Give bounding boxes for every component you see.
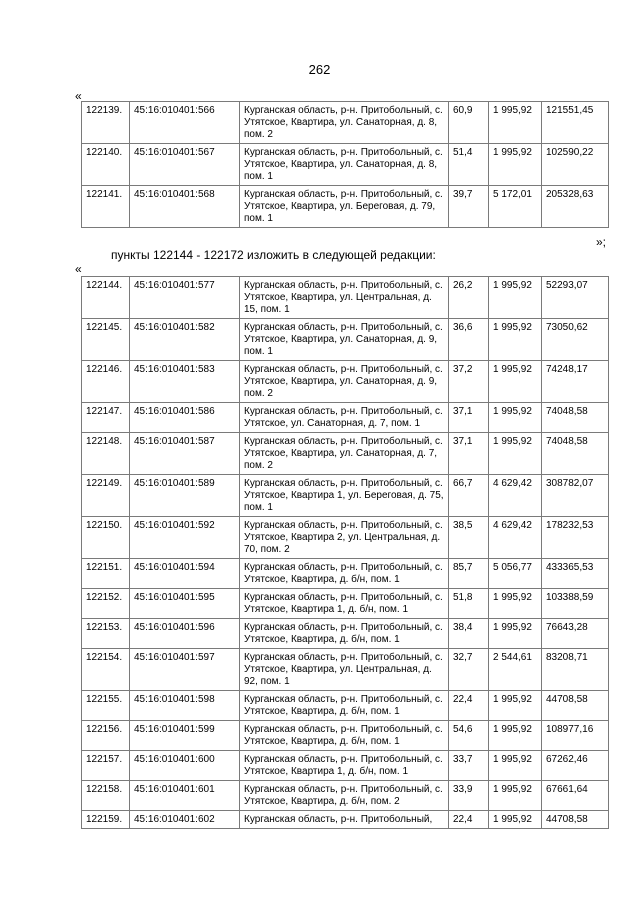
area-cell: 51,8 [449, 589, 489, 619]
address-cell: Курганская область, р-н. Притобольный, с. Утятское, Квартира, ул. Санаторная, д. 8, пом. 2 [240, 102, 449, 144]
cadastral-number-cell: 45:16:010401:599 [130, 721, 240, 751]
specific-value-cell: 4 629,42 [489, 517, 542, 559]
cadastral-value-cell: 103388,59 [542, 589, 609, 619]
registry-table-2 [81, 276, 609, 829]
table-row [82, 403, 609, 433]
table-row [82, 361, 609, 403]
address-cell: Курганская область, р-н. Притобольный, с. Утятское, Квартира 2, ул. Центральная, д. 70, пом. 2 [240, 517, 449, 559]
cadastral-number-cell: 45:16:010401:598 [130, 691, 240, 721]
cadastral-value-cell: 73050,62 [542, 319, 609, 361]
address-cell: Курганская область, р-н. Притобольный, с. Утятское, Квартира 1, д. б/н, пом. 1 [240, 751, 449, 781]
area-cell: 37,2 [449, 361, 489, 403]
table-row [82, 691, 609, 721]
address-cell: Курганская область, р-н. Притобольный, с. Утятское, Квартира, ул. Санаторная, д. 7, пом. 2 [240, 433, 449, 475]
address-cell: Курганская область, р-н. Притобольный, с. Утятское, Квартира, ул. Санаторная, д. 9, пом. 1 [240, 319, 449, 361]
row-number-cell: 122145. [82, 319, 130, 361]
specific-value-cell: 1 995,92 [489, 721, 542, 751]
address-cell: Курганская область, р-н. Притобольный, с. Утятское, Квартира, ул. Береговая, д. 79, пом. 1 [240, 186, 449, 228]
cadastral-number-cell: 45:16:010401:568 [130, 186, 240, 228]
specific-value-cell: 1 995,92 [489, 403, 542, 433]
cadastral-value-cell: 67262,46 [542, 751, 609, 781]
address-cell: Курганская область, р-н. Притобольный, [240, 811, 449, 829]
address-cell: Курганская область, р-н. Притобольный, с. Утятское, Квартира, ул. Санаторная, д. 9, пом. 2 [240, 361, 449, 403]
specific-value-cell: 5 172,01 [489, 186, 542, 228]
specific-value-cell: 1 995,92 [489, 144, 542, 186]
area-cell: 32,7 [449, 649, 489, 691]
cadastral-value-cell: 52293,07 [542, 277, 609, 319]
registry-table-1 [81, 101, 609, 228]
row-number-cell: 122139. [82, 102, 130, 144]
page-number: 262 [308, 62, 331, 77]
table-row [82, 649, 609, 691]
cadastral-number-cell: 45:16:010401:567 [130, 144, 240, 186]
cadastral-value-cell: 76643,28 [542, 619, 609, 649]
cadastral-value-cell: 102590,22 [542, 144, 609, 186]
address-cell: Курганская область, р-н. Притобольный, с. Утятское, ул. Санаторная, д. 7, пом. 1 [240, 403, 449, 433]
specific-value-cell: 1 995,92 [489, 361, 542, 403]
row-number-cell: 122156. [82, 721, 130, 751]
specific-value-cell: 1 995,92 [489, 433, 542, 475]
table-row [82, 475, 609, 517]
cadastral-number-cell: 45:16:010401:592 [130, 517, 240, 559]
cadastral-value-cell: 74048,58 [542, 433, 609, 475]
row-number-cell: 122158. [82, 781, 130, 811]
cadastral-number-cell: 45:16:010401:602 [130, 811, 240, 829]
cadastral-number-cell: 45:16:010401:597 [130, 649, 240, 691]
row-number-cell: 122154. [82, 649, 130, 691]
cadastral-number-cell: 45:16:010401:589 [130, 475, 240, 517]
table-row [82, 144, 609, 186]
specific-value-cell: 1 995,92 [489, 102, 542, 144]
specific-value-cell: 5 056,77 [489, 559, 542, 589]
table-row [82, 781, 609, 811]
address-cell: Курганская область, р-н. Притобольный, с. Утятское, Квартира 1, д. б/н, пом. 1 [240, 589, 449, 619]
row-number-cell: 122150. [82, 517, 130, 559]
cadastral-value-cell: 74048,58 [542, 403, 609, 433]
row-number-cell: 122155. [82, 691, 130, 721]
cadastral-number-cell: 45:16:010401:577 [130, 277, 240, 319]
table-row [82, 277, 609, 319]
cadastral-value-cell: 44708,58 [542, 691, 609, 721]
table-row [82, 433, 609, 475]
cadastral-value-cell: 83208,71 [542, 649, 609, 691]
cadastral-number-cell: 45:16:010401:594 [130, 559, 240, 589]
area-cell: 36,6 [449, 319, 489, 361]
table-row [82, 559, 609, 589]
cadastral-value-cell: 74248,17 [542, 361, 609, 403]
row-number-cell: 122159. [82, 811, 130, 829]
cadastral-value-cell: 44708,58 [542, 811, 609, 829]
cadastral-value-cell: 433365,53 [542, 559, 609, 589]
address-cell: Курганская область, р-н. Притобольный, с. Утятское, Квартира, д. б/н, пом. 1 [240, 619, 449, 649]
address-cell: Курганская область, р-н. Притобольный, с. Утятское, Квартира, д. б/н, пом. 1 [240, 721, 449, 751]
address-cell: Курганская область, р-н. Притобольный, с. Утятское, Квартира, ул. Центральная, д. 92, пом. 1 [240, 649, 449, 691]
specific-value-cell: 1 995,92 [489, 277, 542, 319]
cadastral-number-cell: 45:16:010401:587 [130, 433, 240, 475]
table-row [82, 102, 609, 144]
address-cell: Курганская область, р-н. Притобольный, с. Утятское, Квартира, д. б/н, пом. 1 [240, 559, 449, 589]
specific-value-cell: 1 995,92 [489, 781, 542, 811]
address-cell: Курганская область, р-н. Притобольный, с. Утятское, Квартира, ул. Санаторная, д. 8, пом. 1 [240, 144, 449, 186]
cadastral-number-cell: 45:16:010401:595 [130, 589, 240, 619]
table-row [82, 751, 609, 781]
row-number-cell: 122153. [82, 619, 130, 649]
row-number-cell: 122141. [82, 186, 130, 228]
table-row [82, 319, 609, 361]
cadastral-value-cell: 121551,45 [542, 102, 609, 144]
row-number-cell: 122149. [82, 475, 130, 517]
specific-value-cell: 1 995,92 [489, 319, 542, 361]
area-cell: 39,7 [449, 186, 489, 228]
area-cell: 37,1 [449, 433, 489, 475]
cadastral-value-cell: 108977,16 [542, 721, 609, 751]
cadastral-number-cell: 45:16:010401:583 [130, 361, 240, 403]
area-cell: 54,6 [449, 721, 489, 751]
area-cell: 33,7 [449, 751, 489, 781]
address-cell: Курганская область, р-н. Притобольный, с. Утятское, Квартира 1, ул. Береговая, д. 75, пом. 1 [240, 475, 449, 517]
row-number-cell: 122157. [82, 751, 130, 781]
close-quote: »; [596, 235, 607, 249]
area-cell: 33,9 [449, 781, 489, 811]
table-row [82, 619, 609, 649]
cadastral-number-cell: 45:16:010401:600 [130, 751, 240, 781]
specific-value-cell: 1 995,92 [489, 811, 542, 829]
specific-value-cell: 1 995,92 [489, 589, 542, 619]
row-number-cell: 122147. [82, 403, 130, 433]
cadastral-number-cell: 45:16:010401:582 [130, 319, 240, 361]
row-number-cell: 122151. [82, 559, 130, 589]
area-cell: 66,7 [449, 475, 489, 517]
specific-value-cell: 4 629,42 [489, 475, 542, 517]
table-row [82, 811, 609, 829]
specific-value-cell: 2 544,61 [489, 649, 542, 691]
specific-value-cell: 1 995,92 [489, 619, 542, 649]
address-cell: Курганская область, р-н. Притобольный, с. Утятское, Квартира, ул. Центральная, д. 15, пом. 1 [240, 277, 449, 319]
row-number-cell: 122148. [82, 433, 130, 475]
specific-value-cell: 1 995,92 [489, 691, 542, 721]
open-quote-1: « [75, 89, 82, 103]
area-cell: 22,4 [449, 811, 489, 829]
row-number-cell: 122140. [82, 144, 130, 186]
table-row [82, 186, 609, 228]
area-cell: 26,2 [449, 277, 489, 319]
cadastral-number-cell: 45:16:010401:566 [130, 102, 240, 144]
row-number-cell: 122152. [82, 589, 130, 619]
area-cell: 85,7 [449, 559, 489, 589]
area-cell: 38,4 [449, 619, 489, 649]
table-row [82, 589, 609, 619]
cadastral-number-cell: 45:16:010401:601 [130, 781, 240, 811]
cadastral-value-cell: 67661,64 [542, 781, 609, 811]
area-cell: 38,5 [449, 517, 489, 559]
area-cell: 60,9 [449, 102, 489, 144]
area-cell: 37,1 [449, 403, 489, 433]
row-number-cell: 122146. [82, 361, 130, 403]
cadastral-value-cell: 205328,63 [542, 186, 609, 228]
address-cell: Курганская область, р-н. Притобольный, с. Утятское, Квартира, д. б/н, пом. 1 [240, 691, 449, 721]
area-cell: 22,4 [449, 691, 489, 721]
cadastral-number-cell: 45:16:010401:596 [130, 619, 240, 649]
open-quote-2: « [75, 262, 82, 276]
cadastral-number-cell: 45:16:010401:586 [130, 403, 240, 433]
table-row [82, 721, 609, 751]
cadastral-value-cell: 178232,53 [542, 517, 609, 559]
specific-value-cell: 1 995,92 [489, 751, 542, 781]
table-row [82, 517, 609, 559]
row-number-cell: 122144. [82, 277, 130, 319]
area-cell: 51,4 [449, 144, 489, 186]
address-cell: Курганская область, р-н. Притобольный, с. Утятское, Квартира, д. б/н, пом. 2 [240, 781, 449, 811]
amendment-instruction: пункты 122144 - 122172 изложить в следующей редакции: [111, 248, 436, 262]
cadastral-value-cell: 308782,07 [542, 475, 609, 517]
